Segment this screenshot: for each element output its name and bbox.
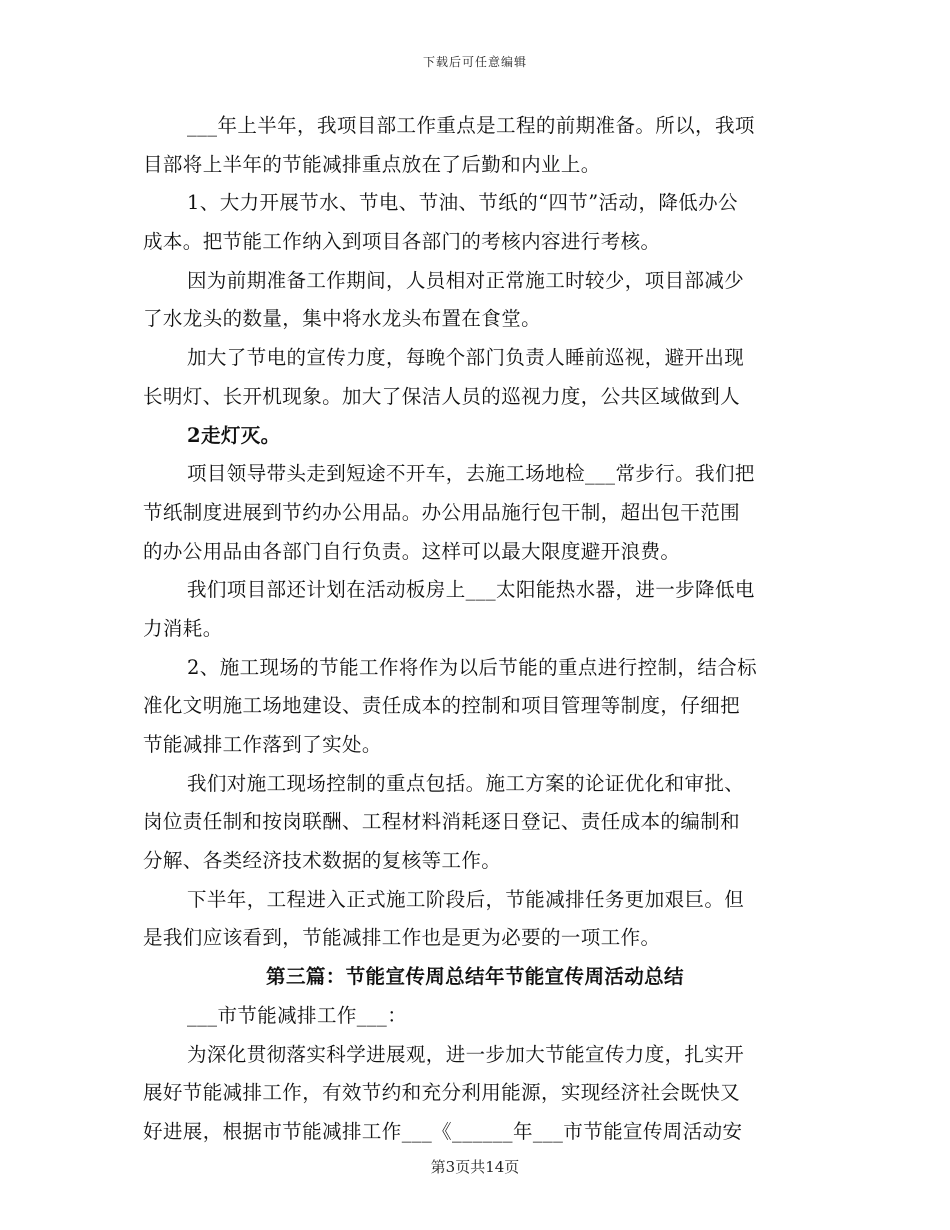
section-heading: 第三篇：节能宣传周总结年节能宣传周活动总结	[266, 965, 684, 989]
paragraph-line: 准化文明施工场地建设、责任成本的控制和项目管理等制度，仔细把	[143, 694, 741, 718]
paragraph-line: 目部将上半年的节能减排重点放在了后勤和内业上。	[143, 152, 601, 176]
paragraph-line: 加大了节电的宣传力度，每晚个部门负责人睡前巡视，避开出现	[187, 346, 745, 370]
paragraph-line: 因为前期准备工作期间，人员相对正常施工时较少，项目部减少	[187, 268, 745, 292]
page-header: 下载后可任意编辑	[422, 55, 527, 69]
paragraph-line: 2走灯灭。	[187, 423, 281, 447]
paragraph-line: 为深化贯彻落实科学进展观，进一步加大节能宣传力度，扎实开	[187, 1042, 745, 1066]
paragraph-line: 岗位责任制和按岗联酬、工程材料消耗逐日登记、责任成本的编制和	[143, 810, 741, 834]
paragraph-line: 项目领导带头走到短途不开车，去施工场地检___常步行。我们把	[187, 462, 755, 486]
paragraph-line: 展好节能减排工作，有效节约和充分利用能源，实现经济社会既快又	[143, 1081, 741, 1105]
paragraph-line: 的办公用品由各部门自行负责。这样可以最大限度避开浪费。	[143, 539, 681, 563]
page-footer: 第3页共14页	[430, 1158, 520, 1176]
paragraph-line: 好进展，根据市节能减排工作___《______年___市节能宣传周活动安	[143, 1119, 743, 1143]
paragraph-line: 节纸制度进展到节约办公用品。办公用品施行包干制，超出包干范围	[143, 500, 741, 524]
paragraph-line: ___年上半年，我项目部工作重点是工程的前期准备。所以，我项	[187, 114, 755, 137]
paragraph-line: 是我们应该看到，节能减排工作也是更为必要的一项工作。	[143, 926, 661, 950]
paragraph-line: 分解、各类经济技术数据的复核等工作。	[143, 849, 502, 873]
paragraph-line: 下半年，工程进入正式施工阶段后，节能减排任务更加艰巨。但	[187, 887, 745, 911]
paragraph-line: 力消耗。	[143, 616, 223, 640]
paragraph-line: 我们对施工现场控制的重点包括。施工方案的论证优化和审批、	[187, 771, 745, 795]
document-body	[143, 107, 807, 1152]
paragraph-line: ___市节能减排工作___：	[187, 1003, 408, 1027]
paragraph-line: 了水龙头的数量，集中将水龙头布置在食堂。	[143, 307, 542, 331]
paragraph-line: 成本。把节能工作纳入到项目各部门的考核内容进行考核。	[143, 230, 661, 254]
paragraph-line: 长明灯、长开机现象。加大了保洁人员的巡视力度，公共区域做到人	[143, 384, 741, 408]
paragraph-line: 1、大力开展节水、节电、节油、节纸的“四节”活动，降低办公	[187, 191, 738, 215]
paragraph-line: 我们项目部还计划在活动板房上___太阳能热水器，进一步降低电	[187, 578, 755, 602]
paragraph-line: 2、施工现场的节能工作将作为以后节能的重点进行控制，结合标	[187, 655, 758, 679]
paragraph-line: 节能减排工作落到了实处。	[143, 733, 382, 756]
